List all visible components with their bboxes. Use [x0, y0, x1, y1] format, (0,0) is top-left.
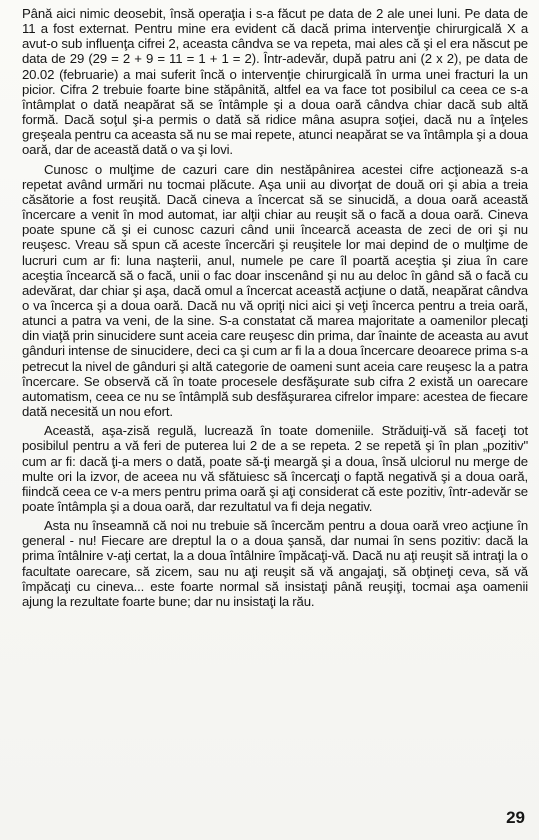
body-text	[22, 6, 528, 609]
paragraph-2: Cunosc o mulţime de cazuri care din nestăpânirea acestei cifre acţionează s-a repetat având urmări nu tocmai plăcute. Aşa unii au divorţat de două ori şi abia a treia căsătorie a fost reuşită. Dacă cineva a încercat să se sinucidă, a doua oară această încercare a venit în mod automat, iar alţii chiar au reuşit să o facă a doua oară. Cineva poate spune că şi ei cunosc cazuri când unii încearcă aceasta de zeci de ori şi nu reuşesc. Vreau să spun că aceste încercări şi reuşitele lor mai depind de o mulţime de lucruri cum ar fi: luna naşterii, anul, numele pe care îl poartă aceştia şi ziua în care aceştia încearcă să o facă, unii o fac doar inscenând şi nu au deloc în gând să o facă cu adevărat, dar chiar şi aşa, dacă omul a încercat această acţiune o dată, neapărat cândva o va încerca şi a doua oară. Dacă nu vă opriţi nici aici şi veţi încerca pentru a treia oară, atunci a patra va veni, de la sine. S-a constatat că marea majoritate a oamenilor plecaţi din viaţă prin sinucidere sunt aceia care reuşesc din prima, dar înainte de aceasta au avut gânduri intense de sinucidere, deci ca şi cum ar fi la a doua încercare deoarece prima s-a petrecut la nivel de gânduri şi altă categorie de oameni sunt aceia care reuşesc la a patra încercare. Se observă că în toate procesele desfăşurate sub cifra 2 există un oarecare automatism, ceea ce nu se întâmplă sub desfăşurarea cifrelor impare: acestea de fiecare dată necesită un nou efort.	[22, 161, 528, 420]
page-number: 29	[506, 808, 525, 827]
paragraph-1: Până aici nimic deosebit, însă operaţia i s-a făcut pe data de 2 ale unei luni. Pe data de 11 a fost externat. Pentru mine era evident că dacă prima intervenţie chirurgicală X a avut-o sub influenţa cifrei 2, aceasta cândva se va repeta, mai ales că şi el era născut pe data de 29 (29 = 2 + 9 = 11 = 1 + 1 = 2). Într-adevăr, după patru ani (2 x 2), pe data de 20.02 (februarie) a mai suferit încă o intervenţie chirurgicală în urma unei fracturi la un picior. Cifra 2 trebuie foarte bine stăpânită, altfel ea va face tot posibilul ca ceea ce s-a întâmplat o dată neapărat să se întâmple şi a doua oară cândva chiar dacă sub altă formă. Dacă soţul şi-a permis o dată să ridice mâna asupra soţiei, dacă nu a înţeles greşeala pentru ca aceasta să nu se mai repete, atunci neapărat se va întâmpla şi a doua oară, dar de această dată o va şi lovi.	[22, 6, 528, 158]
paragraph-4: Asta nu înseamnă că noi nu trebuie să încercăm pentru a doua oară vreo acţiune în general - nu! Fiecare are dreptul la o a doua şansă, dar numai în sens pozitiv: dacă la prima întâlnire v-aţi certat, la a doua întâlnire împăcaţi-vă. Dacă nu aţi reuşit să intraţi la o facultate oarecare, să zicem, sau nu aţi reuşit să vă angajaţi, să obţineţi ceva, să vă împăcaţi cu cineva... este foarte normal să insistaţi până reuşiţi, tocmai aşa oamenii ajung la rezultate foarte bune; dar nu insistaţi la rău.	[22, 518, 528, 609]
paragraph-3: Această, aşa-zisă regulă, lucrează în toate domeniile. Străduiţi-vă să faceţi tot posibilul pentru a vă feri de puterea lui 2 de a se repeta. 2 se repetă şi în plan „pozitiv" cum ar fi: dacă ţi-a mers o dată, poate să-ţi meargă şi a doua, însă ulciorul nu merge de multe ori la izvor, de aceea nu vă sfătuiesc să încercaţi o faptă negativă şi a doua oară, fiindcă ceea ce v-a mers pentru prima oară şi aţi considerat că este pozitiv, într-adevăr se poate întâmpla şi a doua oară, dar rezultatul va fi deja negativ.	[22, 423, 528, 514]
